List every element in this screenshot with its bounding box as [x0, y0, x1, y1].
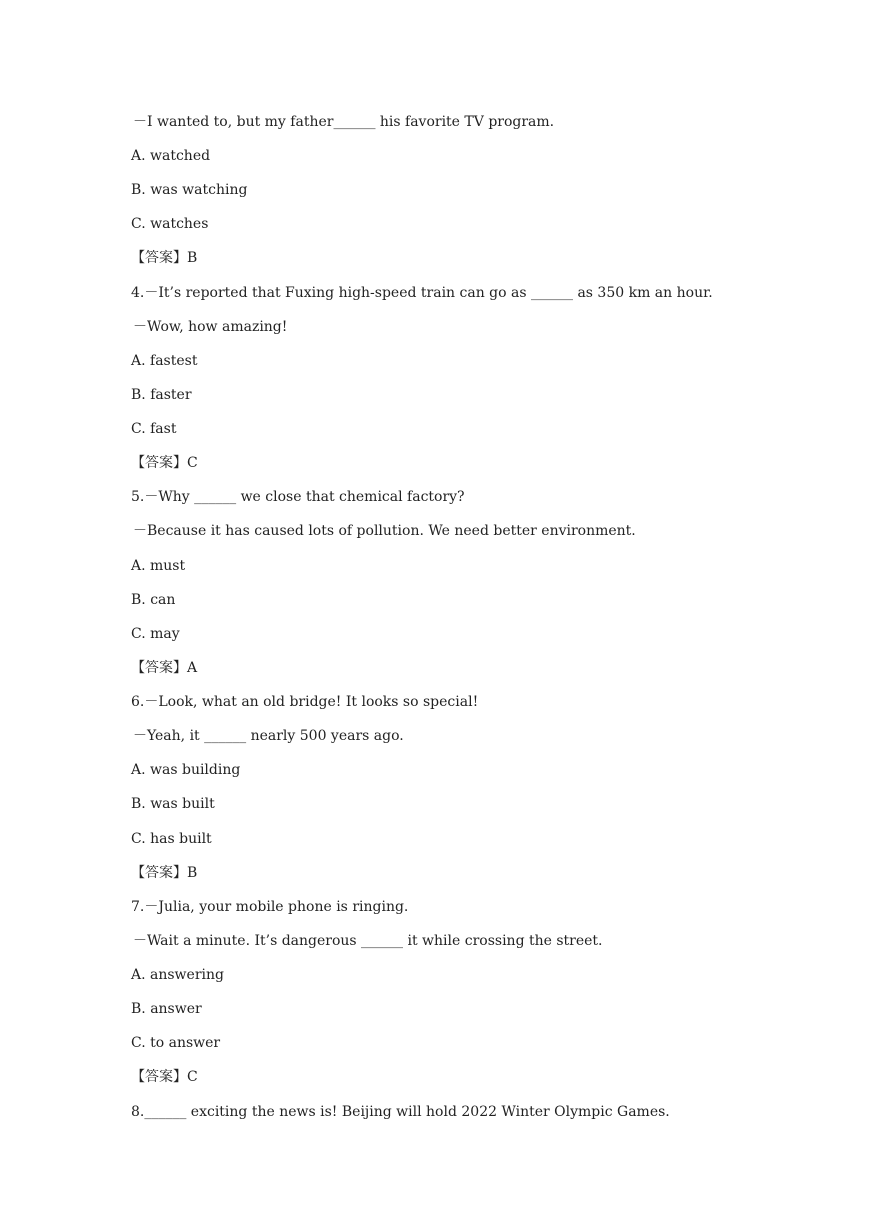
question-line: 4.－It’s reported that Fuxing high-speed train can go as ______ as 350 km an hour.: [131, 285, 713, 301]
question-line: 5.－Why ______ we close that chemical factory?: [131, 489, 465, 505]
answer-line: 【答案】B: [131, 865, 198, 881]
dialogue-line: －Yeah, it ______ nearly 500 years ago.: [133, 728, 404, 744]
option-line: B. answer: [131, 1001, 202, 1017]
option-line: A. was building: [131, 762, 241, 778]
question-line: 6.－Look, what an old bridge! It looks so special!: [131, 694, 479, 710]
question-line: 8.______ exciting the news is! Beijing will hold 2022 Winter Olympic Games.: [131, 1104, 670, 1120]
question-line: 7.－Julia, your mobile phone is ringing.: [131, 899, 409, 915]
option-line: C. has built: [131, 831, 212, 847]
dialogue-line: －Wait a minute. It’s dangerous ______ it while crossing the street.: [133, 933, 603, 949]
dialogue-line: －Wow, how amazing!: [133, 319, 288, 335]
answer-line: 【答案】B: [131, 250, 198, 266]
answer-line: 【答案】C: [131, 455, 198, 471]
answer-line: 【答案】A: [131, 660, 198, 676]
dialogue-line: －Because it has caused lots of pollution. We need better environment.: [133, 523, 636, 539]
option-line: C. to answer: [131, 1035, 221, 1051]
option-line: B. faster: [131, 387, 192, 403]
option-line: C. may: [131, 626, 180, 642]
option-line: B. was built: [131, 796, 215, 812]
option-line: C. fast: [131, 421, 177, 437]
option-line: A. must: [131, 558, 186, 574]
option-line: C. watches: [131, 216, 209, 232]
option-line: B. was watching: [131, 182, 248, 198]
option-line: A. watched: [131, 148, 211, 164]
dialogue-line: －I wanted to, but my father______ his favorite TV program.: [133, 114, 555, 130]
option-line: A. fastest: [131, 353, 198, 369]
answer-line: 【答案】C: [131, 1069, 198, 1085]
option-line: B. can: [131, 592, 176, 608]
option-line: A. answering: [131, 967, 224, 983]
